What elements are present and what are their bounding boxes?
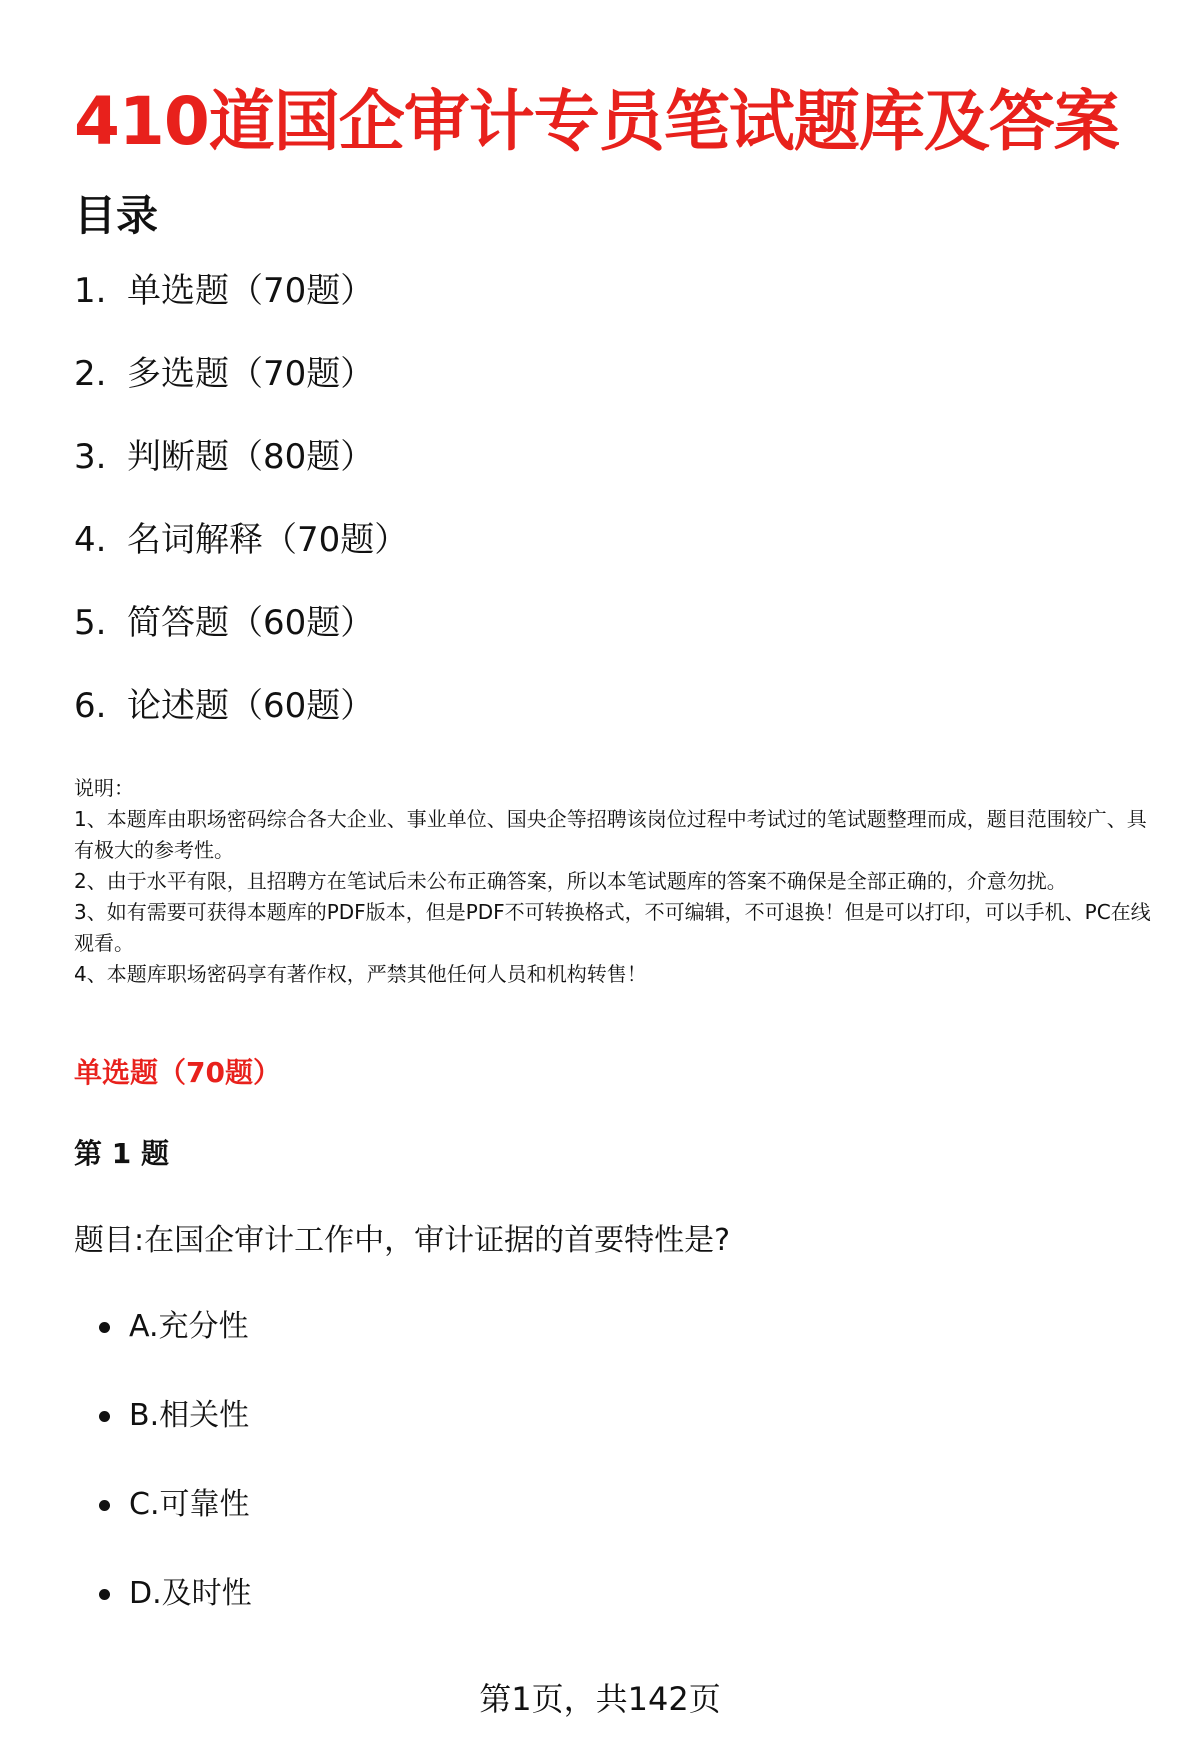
bullet-icon	[99, 1589, 110, 1600]
toc-item	[74, 517, 408, 600]
toc-item	[74, 434, 408, 517]
toc-item-label: 名词解释（70题）	[127, 520, 409, 560]
toc-item-number: 4.	[74, 520, 107, 560]
toc-item	[74, 268, 408, 351]
answer-option-label: D.及时性	[129, 1576, 252, 1611]
section-heading: 单选题（70题）	[74, 1056, 281, 1089]
answer-option	[74, 1394, 252, 1483]
toc-item-label: 简答题（60题）	[127, 603, 375, 643]
bullet-icon	[99, 1500, 110, 1511]
answer-option	[74, 1305, 252, 1394]
notes-block	[74, 773, 1164, 990]
toc-item-number: 2.	[74, 354, 107, 394]
answer-option	[74, 1483, 252, 1572]
bullet-icon	[99, 1411, 110, 1422]
answer-option-label: C.可靠性	[129, 1487, 250, 1522]
answer-option-label: B.相关性	[129, 1398, 250, 1433]
note-item: 3、如有需要可获得本题库的PDF版本，但是PDF不可转换格式，不可编辑，不可退换！但是可以打印，可以手机、PC在线观看。	[74, 900, 1151, 955]
answer-options	[74, 1305, 252, 1661]
notes-heading: 说明：	[74, 776, 134, 800]
question-text: 题目:在国企审计工作中，审计证据的首要特性是?	[74, 1223, 731, 1258]
table-of-contents	[74, 268, 408, 766]
toc-item-label: 判断题（80题）	[127, 437, 375, 477]
question-number: 第 1 题	[74, 1137, 169, 1170]
toc-heading: 目录	[74, 191, 159, 240]
page-footer: 第1页，共142页	[479, 1680, 721, 1718]
toc-item-label: 论述题（60题）	[127, 686, 375, 726]
document-title: 410道国企审计专员笔试题库及答案	[74, 83, 1119, 160]
toc-item-number: 1.	[74, 271, 107, 311]
toc-item-label: 单选题（70题）	[127, 271, 375, 311]
note-item: 4、本题库职场密码享有著作权，严禁其他任何人员和机构转售！	[74, 962, 647, 986]
toc-item	[74, 600, 408, 683]
toc-item-number: 5.	[74, 603, 107, 643]
toc-item	[74, 351, 408, 434]
toc-item-label: 多选题（70题）	[127, 354, 375, 394]
note-item: 2、由于水平有限，且招聘方在笔试后未公布正确答案，所以本笔试题库的答案不确保是全部正确的，介意勿扰。	[74, 869, 1067, 893]
toc-item	[74, 683, 408, 766]
toc-item-number: 3.	[74, 437, 107, 477]
bullet-icon	[99, 1322, 110, 1333]
toc-item-number: 6.	[74, 686, 107, 726]
answer-option	[74, 1572, 252, 1661]
note-item: 1、本题库由职场密码综合各大企业、事业单位、国央企等招聘该岗位过程中考试过的笔试题整理而成，题目范围较广、具有极大的参考性。	[74, 807, 1147, 862]
answer-option-label: A.充分性	[129, 1309, 249, 1344]
